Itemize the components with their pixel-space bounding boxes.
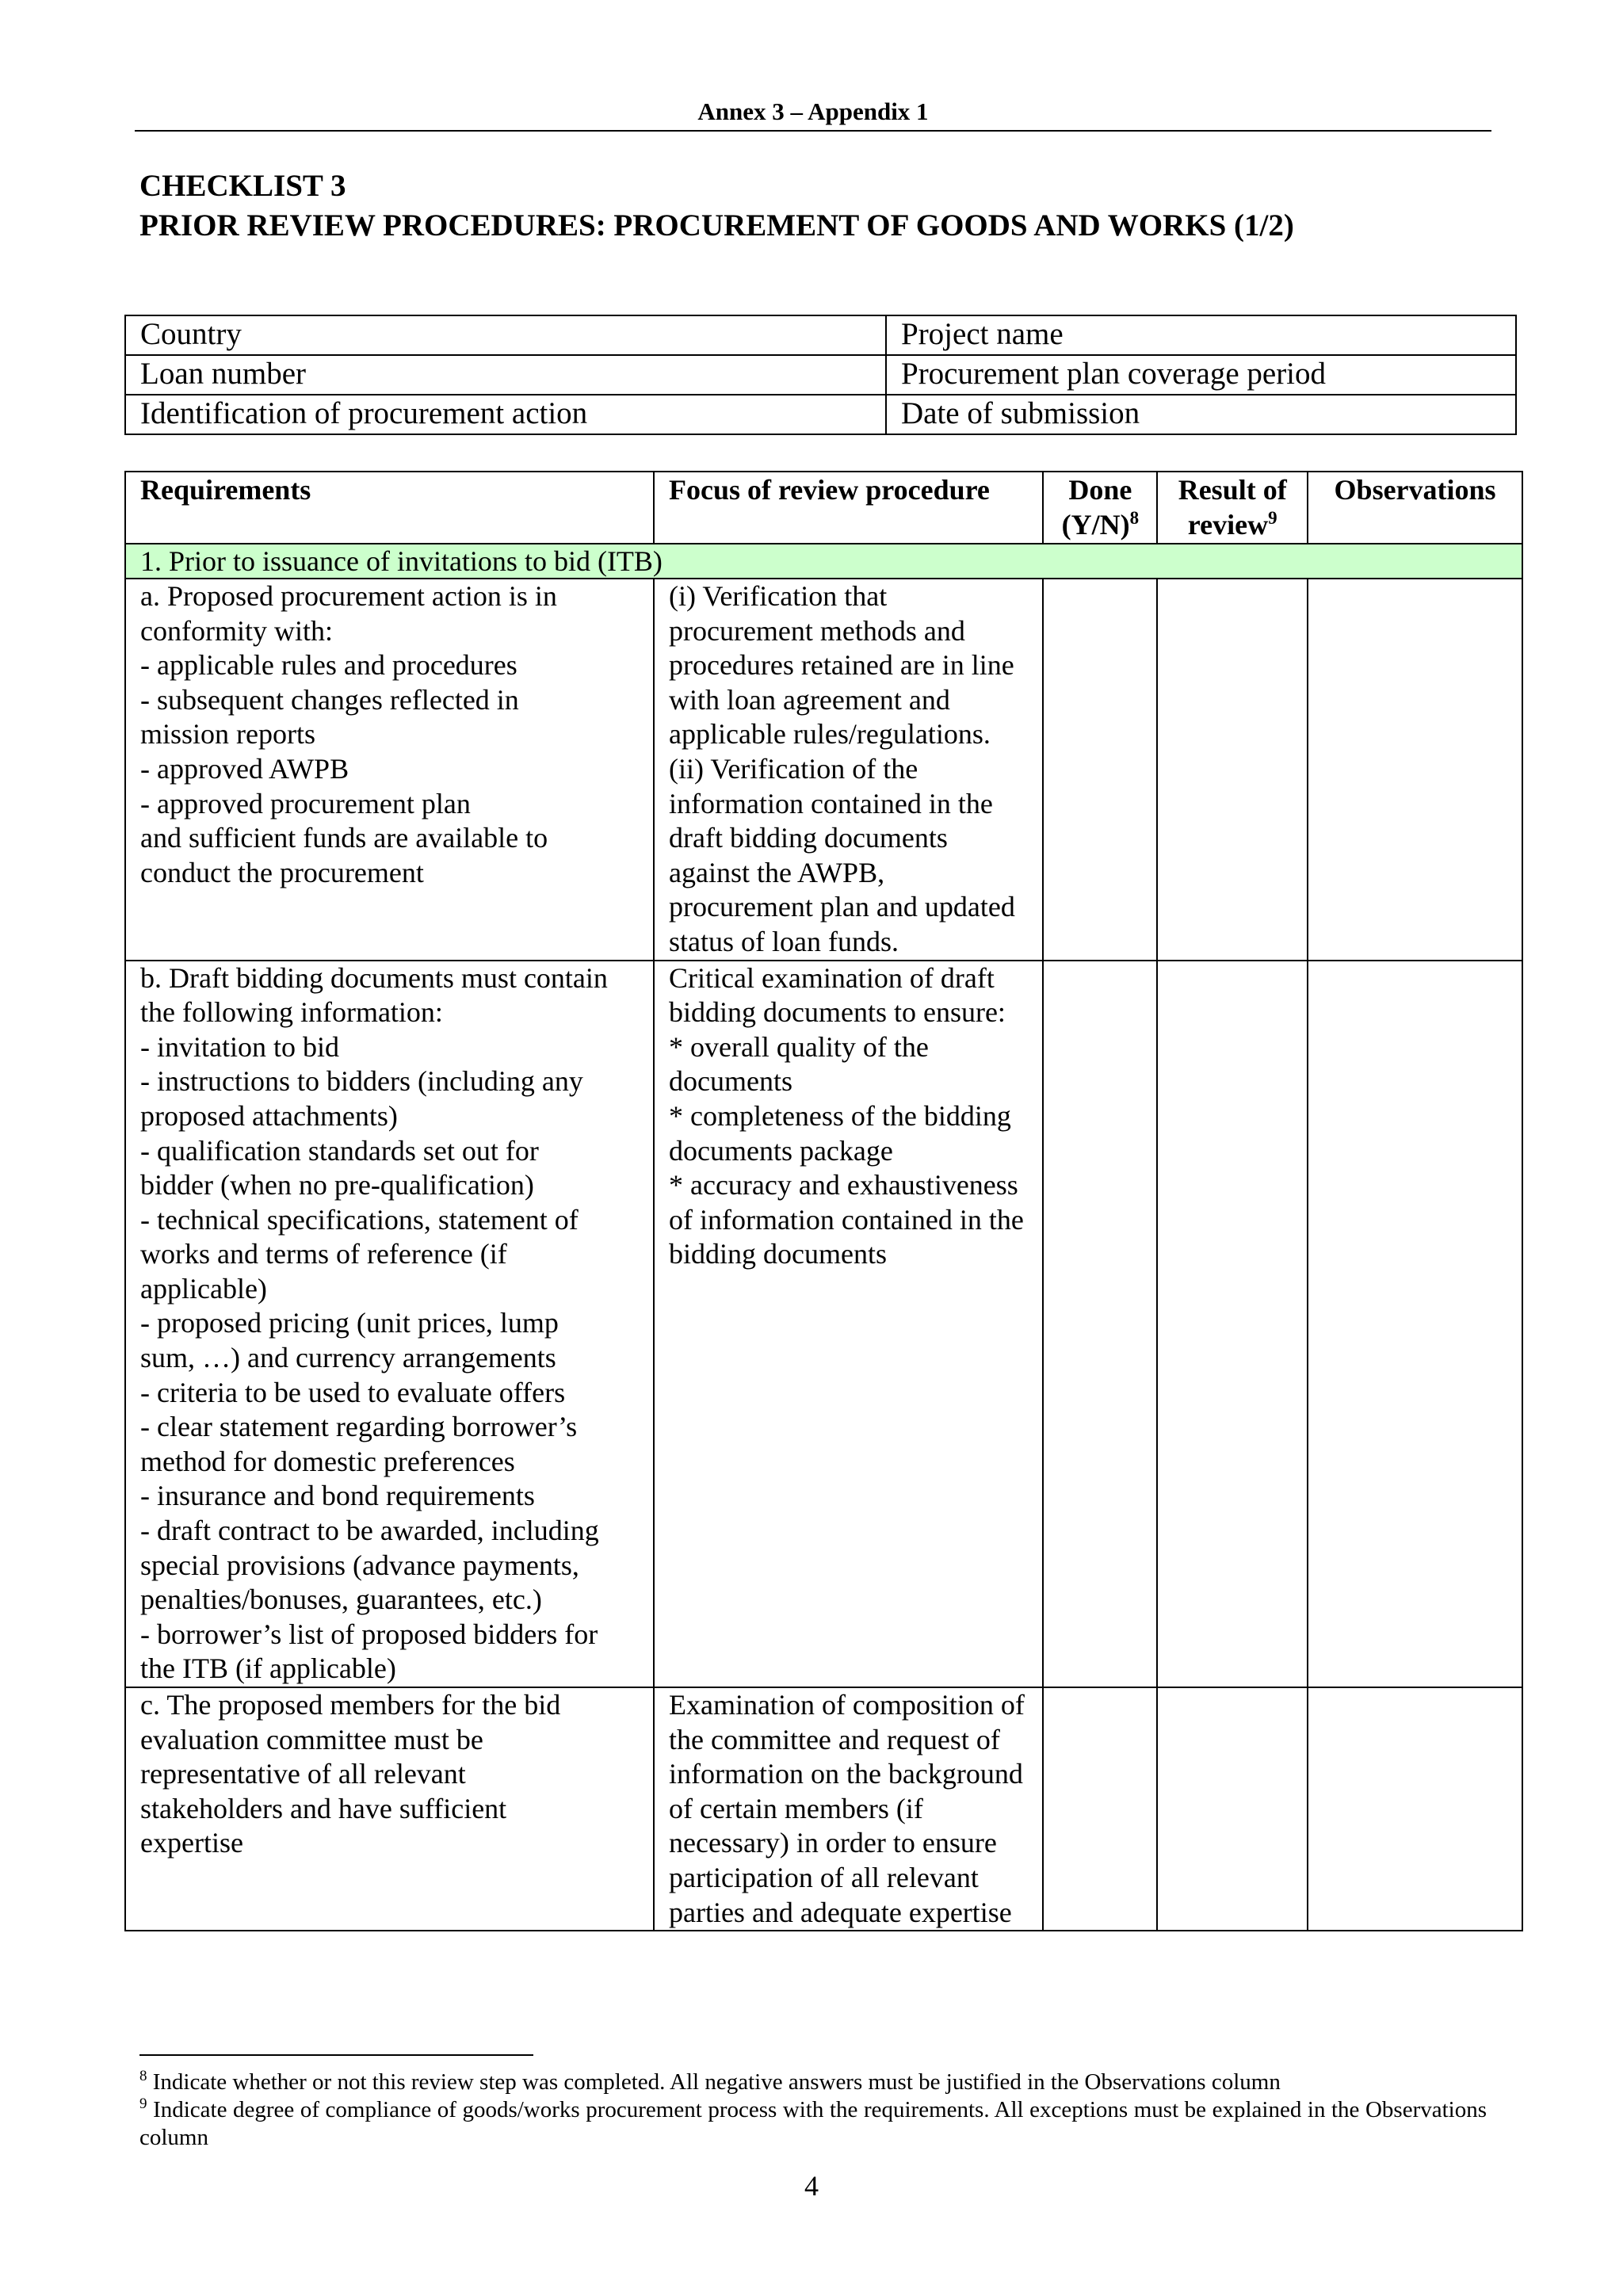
footnote-9 (139, 2096, 1487, 2152)
footnote-ref-9: 9 (1268, 508, 1277, 528)
title-line-1: CHECKLIST 3 (139, 169, 346, 203)
project-name-cell: Project name (886, 315, 1516, 355)
page-number: 4 (804, 2170, 819, 2202)
info-row (125, 395, 1516, 434)
section-1-heading: 1. Prior to issuance of invitations to bid (ITB) (125, 544, 1522, 579)
result-header (1157, 472, 1308, 544)
title-line-2: PRIOR REVIEW PROCEDURES: PROCUREMENT OF GOODS AND WORKS (1/2) (139, 208, 1294, 243)
footnote-9-text: Indicate degree of compliance of goods/works procurement process with the requirements. All exceptions must be explained in the Observations column (139, 2097, 1487, 2150)
done-header (1043, 472, 1157, 544)
observations-cell[interactable] (1308, 1687, 1522, 1931)
project-info-table (124, 315, 1517, 435)
observations-cell[interactable] (1308, 579, 1522, 961)
date-of-submission-cell: Date of submission (886, 395, 1516, 434)
focus-cell: Critical examination of draft bidding documents to ensure: * overall quality of the documents * completeness of the bidding documents package * accuracy and exhaustiveness of information contained in the bidding documents (654, 961, 1043, 1687)
section-row (125, 544, 1522, 579)
done-cell[interactable] (1043, 1687, 1157, 1931)
info-row (125, 355, 1516, 395)
footnote-8-text: Indicate whether or not this review step was completed. All negative answers must be justified in the Observations column (152, 2069, 1281, 2095)
requirement-cell: b. Draft bidding documents must contain the following information: - invitation to bid - instructions to bidders (including any proposed attachments) - qualification standards set out for bidder (when no pre-qualification) - technical specifications, statement of works and terms of reference (if applicable) - proposed pricing (unit prices, lump sum, …) and currency arrangements - criteria to be used to evaluate offers - clear statement regarding borrower’s method for domestic preferences - insurance and bond requirements - draft contract to be awarded, including special provisions (advance payments, penalties/bonuses, guarantees, etc.) - borrower’s list of proposed bidders for the ITB (if applicable) (125, 961, 654, 1687)
loan-number-cell: Loan number (125, 355, 886, 395)
running-header: Annex 3 – Appendix 1 (697, 97, 929, 125)
table-header-row (125, 472, 1522, 544)
result-cell[interactable] (1157, 1687, 1308, 1931)
table-row (125, 579, 1522, 961)
requirement-cell: c. The proposed members for the bid evaluation committee must be representative of all relevant stakeholders and have sufficient expertise (125, 1687, 654, 1931)
result-cell[interactable] (1157, 961, 1308, 1687)
table-row (125, 961, 1522, 1687)
header-rule (135, 130, 1491, 132)
done-cell[interactable] (1043, 579, 1157, 961)
focus-cell: Examination of composition of the committee and request of information on the background of certain members (if necessary) in order to ensure participation of all relevant parties and adequate expertise (654, 1687, 1043, 1931)
review-checklist-table (124, 471, 1523, 1931)
footnote-separator (139, 2054, 533, 2056)
identification-cell: Identification of procurement action (125, 395, 886, 434)
done-cell[interactable] (1043, 961, 1157, 1687)
footnote-ref-8: 8 (1129, 508, 1140, 528)
observations-header: Observations (1308, 472, 1522, 544)
done-header-label: Done (Y/N) (1061, 474, 1132, 541)
footnote-8 (139, 2069, 1487, 2096)
footnotes (139, 2069, 1487, 2152)
document-title (139, 166, 1487, 246)
result-cell[interactable] (1157, 579, 1308, 961)
country-cell: Country (125, 315, 886, 355)
focus-cell: (i) Verification that procurement methods and procedures retained are in line with loan agreement and applicable rules/regulations. (ii) Verification of the information contained in the draft bidding documents against the AWPB, procurement plan and updated status of loan funds. (654, 579, 1043, 961)
table-row (125, 1687, 1522, 1931)
footnote-8-marker: 8 (139, 2068, 147, 2084)
result-header-label: Result of review (1178, 474, 1287, 541)
footnote-9-marker: 9 (139, 2095, 147, 2112)
requirement-cell: a. Proposed procurement action is in conformity with: - applicable rules and procedures - subsequent changes reflected in mission reports - approved AWPB - approved procurement plan and sufficient funds are available to conduct the procurement (125, 579, 654, 961)
info-row (125, 315, 1516, 355)
coverage-period-cell: Procurement plan coverage period (886, 355, 1516, 395)
observations-cell[interactable] (1308, 961, 1522, 1687)
requirements-header: Requirements (125, 472, 654, 544)
focus-header: Focus of review procedure (654, 472, 1043, 544)
